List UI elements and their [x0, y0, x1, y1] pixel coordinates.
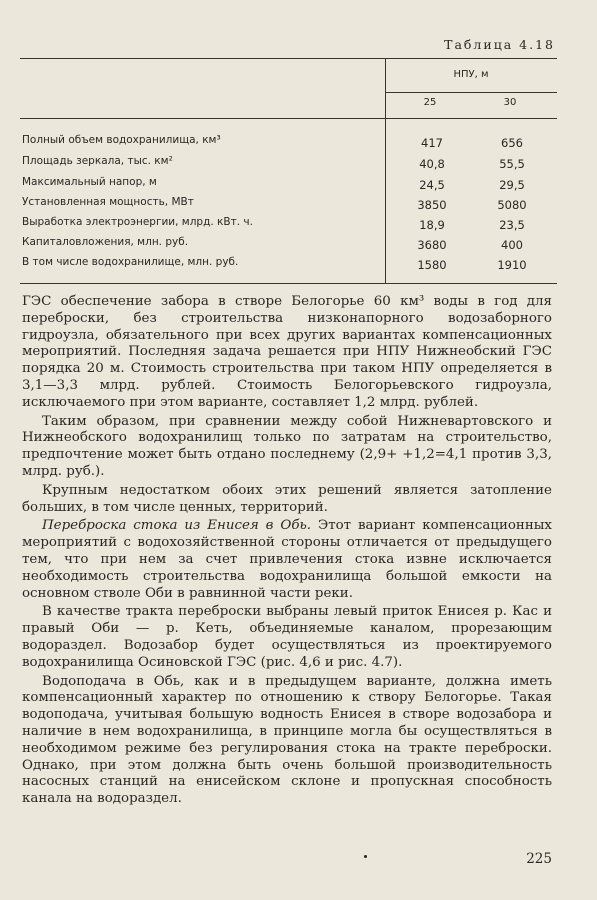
row-value-25: 1580 — [417, 258, 447, 272]
table-row — [22, 155, 557, 176]
row-label: Максимальный напор, м — [22, 176, 157, 188]
row-label: Площадь зеркала, тыс. км² — [22, 155, 173, 167]
table-row — [22, 176, 557, 197]
row-label: Полный объем водохранилища, км³ — [22, 134, 221, 146]
header-group-rule — [385, 92, 557, 93]
table-row — [22, 236, 557, 257]
header-group-label: НПУ, м — [453, 69, 489, 80]
row-label: В том числе водохранилище, млн. руб. — [22, 256, 239, 268]
row-value-30: 656 — [501, 136, 523, 150]
row-value-25: 40,8 — [419, 157, 445, 171]
header-col-30: 30 — [503, 97, 517, 108]
table-row — [22, 134, 557, 155]
table-row — [22, 196, 557, 217]
row-value-25: 3850 — [417, 198, 447, 212]
print-speck — [364, 855, 367, 858]
row-value-30: 23,5 — [499, 218, 525, 232]
header-col-25: 25 — [423, 97, 437, 108]
table-row — [22, 216, 557, 237]
paragraph — [22, 518, 552, 602]
row-value-30: 55,5 — [499, 157, 525, 171]
row-label: Капиталовложения, млн. руб. — [22, 236, 189, 248]
page-number: 225 — [526, 851, 552, 867]
row-value-30: 5080 — [497, 198, 527, 212]
section-heading-inline: Переброска стока из Енисея в Обь. — [42, 518, 312, 534]
row-value-30: 400 — [501, 238, 523, 252]
paragraph: Таким образом, при сравнении между собой Нижневартовского и Нижнеобского водохранилищ только по затратам на строительство, предпочтение может быть отдано последнему (2,9+ +1,2=4,1 против 3,3, млрд. руб.). — [22, 413, 552, 479]
paragraph: ГЭС обеспечение забора в створе Белогорье 60 км³ воды в год для переброски, без строительства низконапорного водозаборного гидроузла, обязательного при всех других вариантах компенсационных мероприятий. Последняя задача решается при НПУ Нижнеобский ГЭС порядка 20 м. Стоимость строительства при таком НПУ определяется в 3,1—3,3 млрд. рублей. Стоимость Белогорьевского гидроузла, исключаемого при этом варианте, составляет 1,2 млрд. рублей. — [22, 294, 552, 410]
table-caption: Таблица 4.18 — [444, 37, 555, 52]
row-label: Выработка электроэнергии, млрд. кВт. ч. — [22, 216, 253, 228]
header-bottom-rule — [20, 118, 557, 119]
paragraph: Крупным недостатком обоих этих решений является затопление больших, в том числе ценных, территорий. — [22, 482, 552, 515]
paragraph: Водоподача в Обь, как и в предыдущем варианте, должна иметь компенсационный характер по отношению к створу Белогорье. Такая водоподача, учитывая большую водность Енисея в створе водозабора и наличие в нем водохранилища, в принципе могла бы осуществляться в необходимом режиме без регулирования стока на тракте переброски. Однако, при этом должна быть очень большой производительность насосных станций на енисейском склоне и пропускная способность канала на водораздел. — [22, 673, 552, 807]
row-value-25: 3680 — [417, 238, 447, 252]
table-row — [22, 256, 557, 277]
row-label: Установленная мощность, МВт — [22, 196, 194, 208]
table-top-rule — [20, 58, 557, 59]
row-value-30: 1910 — [497, 258, 527, 272]
paragraph-text: Этот вариант компенсационных мероприятий с водохозяйственной стороны отличается от предыдущего тем, что при нем за счет привлечения стока извне исключается необходимость строительства водохранилища большой емкости на основном стволе Оби в равнинной части реки. — [22, 518, 552, 601]
row-value-30: 29,5 — [499, 178, 525, 192]
row-value-25: 417 — [421, 136, 443, 150]
row-value-25: 24,5 — [419, 178, 445, 192]
table-bottom-rule — [20, 283, 557, 284]
paragraph: В качестве тракта переброски выбраны левый приток Енисея р. Кас и правый Оби — р. Кеть, объединяемые каналом, прорезающим водораздел. Водозабор будет осуществляться из проектируемого водохранилища Осиновской ГЭС (рис. 4,6 и рис. 4.7). — [22, 604, 552, 670]
row-value-25: 18,9 — [419, 218, 445, 232]
body-text — [22, 294, 552, 810]
